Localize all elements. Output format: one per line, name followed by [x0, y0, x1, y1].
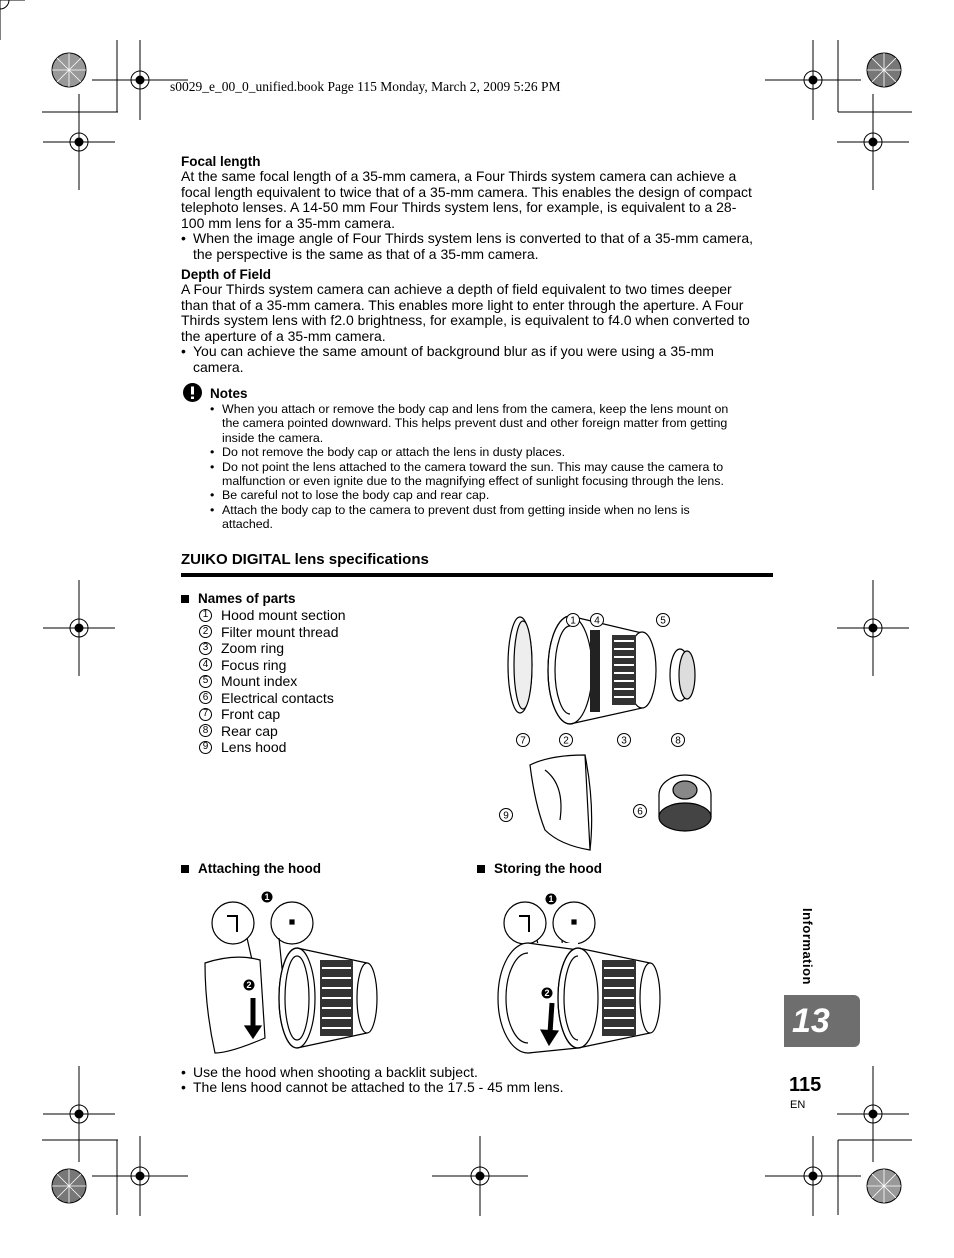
text-line: focal length equivalent to twice that of a 35-mm camera. This enables the design of compact [181, 183, 752, 200]
text-line: than that of a 35-mm camera. This enables more light to enter through the aperture. A Four [181, 296, 744, 313]
page-number: 115 [789, 1074, 822, 1096]
attaching-hood-heading [181, 861, 321, 876]
part-number-marker: 9 [199, 741, 212, 754]
attaching-hood-illustration [195, 888, 385, 1058]
text-line: When the image angle of Four Thirds system lens is converted to that of a 35-mm camera, [193, 230, 753, 247]
attaching-hood-title: Attaching the hood [198, 861, 321, 876]
text-line: camera. [193, 358, 244, 375]
part-label: Lens hood [221, 739, 287, 756]
hood-notes [181, 1065, 771, 1096]
part-item [199, 739, 346, 756]
parts-title: Names of parts [198, 591, 296, 606]
depth-of-field-bullet: • You can achieve the same amount of background blur as if you were using a 35-mm camera. [181, 343, 714, 375]
text-line: At the same focal length of a 35-mm camera, a Four Thirds system camera can achieve a [181, 168, 737, 184]
list-item: • Use the hood when shooting a backlit subject. [181, 1064, 478, 1080]
notes-icon [183, 383, 202, 407]
svg-text:7: 7 [520, 735, 526, 747]
text-line: attached. [222, 517, 273, 532]
part-label: Rear cap [221, 722, 278, 739]
list-item: • The lens hood cannot be attached to the 17.5 - 45 mm lens. [181, 1079, 564, 1096]
step-2-marker: 2 [544, 988, 550, 998]
callout-marker-4 [591, 614, 604, 627]
step-1-marker: 1 [264, 892, 270, 902]
text-line: 100 mm lens for a 35-mm camera. [181, 214, 395, 231]
callout-marker-7 [517, 734, 530, 747]
callout-marker-5 [657, 614, 670, 627]
part-number-marker: 4 [199, 658, 212, 671]
text-line: the camera pointed downward. This helps prevent dust and other foreign matter from getting [222, 416, 728, 431]
part-number-marker: 3 [199, 642, 212, 655]
note-item: • Be careful not to lose the body cap and rear cap. [210, 488, 490, 503]
part-label: Electrical contacts [221, 689, 334, 706]
text-line: Be careful not to lose the body cap and rear cap. [222, 488, 490, 503]
square-bullet-icon [181, 865, 189, 873]
text-line: A Four Thirds system camera can achieve a depth of field equivalent to two times deeper [181, 281, 732, 297]
part-item [199, 723, 346, 740]
text-line: Do not remove the body cap or attach the lens in dusty places. [222, 445, 566, 460]
text-line: malfunction or even ignite due to the magnifying effect of sunlight focusing through the lens. [222, 474, 724, 489]
text-line: telephoto lenses. A 14-50 mm Four Thirds system lens, for example, is equivalent to a 28- [181, 199, 737, 216]
note-item: • Attach the body cap to the camera to prevent dust from getting inside when no lens is attached. [210, 502, 690, 532]
part-label: Filter mount thread [221, 623, 339, 640]
parts-section [181, 591, 346, 756]
square-bullet-icon [181, 595, 189, 603]
parts-list [181, 607, 346, 756]
chapter-label: Information [800, 908, 815, 985]
text-line: inside the camera. [222, 430, 324, 445]
note-item: • When you attach or remove the body cap and lens from the camera, keep the lens mount on the camera pointed downward. This helps prevent dust and other foreign matter from getting inside the camera. [210, 402, 729, 445]
svg-text:6: 6 [637, 806, 643, 818]
chapter-tab: 13 [784, 995, 860, 1047]
svg-text:8: 8 [675, 735, 681, 747]
part-item [199, 690, 346, 707]
callout-marker-8 [672, 734, 685, 747]
callout-marker-9 [500, 809, 513, 822]
section-rule [181, 573, 773, 577]
part-item [199, 673, 346, 690]
part-number-marker: 2 [199, 625, 212, 638]
svg-text:5: 5 [660, 615, 666, 627]
focal-length-section [181, 154, 771, 262]
storing-hood-heading [477, 861, 602, 876]
callout-marker-2 [560, 734, 573, 747]
part-item [199, 657, 346, 674]
part-number-marker: 5 [199, 675, 212, 688]
text-line: Use the hood when shooting a backlit subject. [193, 1064, 478, 1080]
callout-marker-6 [634, 805, 647, 818]
part-label: Focus ring [221, 656, 287, 673]
svg-text:1: 1 [570, 615, 576, 627]
part-number-marker: 6 [199, 691, 212, 704]
part-item [199, 607, 346, 624]
specs-title: ZUIKO DIGITAL lens specifications [181, 551, 429, 568]
part-label: Mount index [221, 673, 298, 690]
book-header: s0029_e_00_0_unified.book Page 115 Monday, March 2, 2009 5:26 PM [170, 79, 561, 94]
notes-title: Notes [210, 386, 248, 401]
part-label: Zoom ring [221, 640, 285, 657]
notes-list [210, 402, 772, 532]
svg-text:2: 2 [563, 735, 569, 747]
lens-parts-illustration [490, 605, 730, 855]
svg-text:4: 4 [594, 615, 600, 627]
text-line: You can achieve the same amount of background blur as if you were using a 35-mm [193, 343, 714, 360]
svg-text:9: 9 [503, 810, 509, 822]
part-item [199, 640, 346, 657]
text-line: Thirds system lens with f2.0 brightness, for example, is equivalent to f4.0 when converted to [181, 312, 750, 329]
note-item: • Do not point the lens attached to the camera toward the sun. This may cause the camera to malfunction or even ignite due to the magnifying effect of sunlight focusing through the lens. [210, 459, 724, 489]
step-1-marker: 1 [548, 894, 554, 904]
callout-marker-3 [618, 734, 631, 747]
step-2-marker: 2 [246, 980, 252, 990]
depth-of-field-text [181, 282, 771, 344]
focal-length-title: Focal length [181, 154, 261, 169]
part-label: Hood mount section [221, 607, 346, 624]
callout-marker-1 [567, 614, 580, 627]
part-item [199, 706, 346, 723]
depth-of-field-section [181, 267, 771, 375]
storing-hood-illustration [490, 888, 670, 1058]
square-bullet-icon [477, 865, 485, 873]
text-line: Attach the body cap to the camera to prevent dust from getting inside when no lens is [222, 502, 690, 517]
svg-text:3: 3 [621, 735, 627, 747]
text-line: the aperture of a 35-mm camera. [181, 327, 386, 344]
part-number-marker: 7 [199, 708, 212, 721]
part-label: Front cap [221, 706, 281, 723]
part-item [199, 624, 346, 641]
language-code: EN [790, 1099, 806, 1111]
storing-hood-title: Storing the hood [494, 861, 602, 876]
text-line: Do not point the lens attached to the camera toward the sun. This may cause the camera to [222, 459, 724, 474]
depth-of-field-title: Depth of Field [181, 267, 271, 282]
focal-length-text [181, 169, 771, 231]
text-line: The lens hood cannot be attached to the 17.5 - 45 mm lens. [193, 1079, 564, 1096]
part-number-marker: 1 [199, 609, 212, 622]
note-item: • Do not remove the body cap or attach the lens in dusty places. [210, 445, 566, 460]
text-line: the perspective is the same as that of a 35-mm camera. [193, 245, 539, 262]
part-number-marker: 8 [199, 724, 212, 737]
text-line: When you attach or remove the body cap and lens from the camera, keep the lens mount on [222, 402, 729, 416]
focal-length-bullet: • When the image angle of Four Thirds system lens is converted to that of a 35-mm camera, the perspective is the same as that of a 35-mm camera. [181, 230, 753, 262]
